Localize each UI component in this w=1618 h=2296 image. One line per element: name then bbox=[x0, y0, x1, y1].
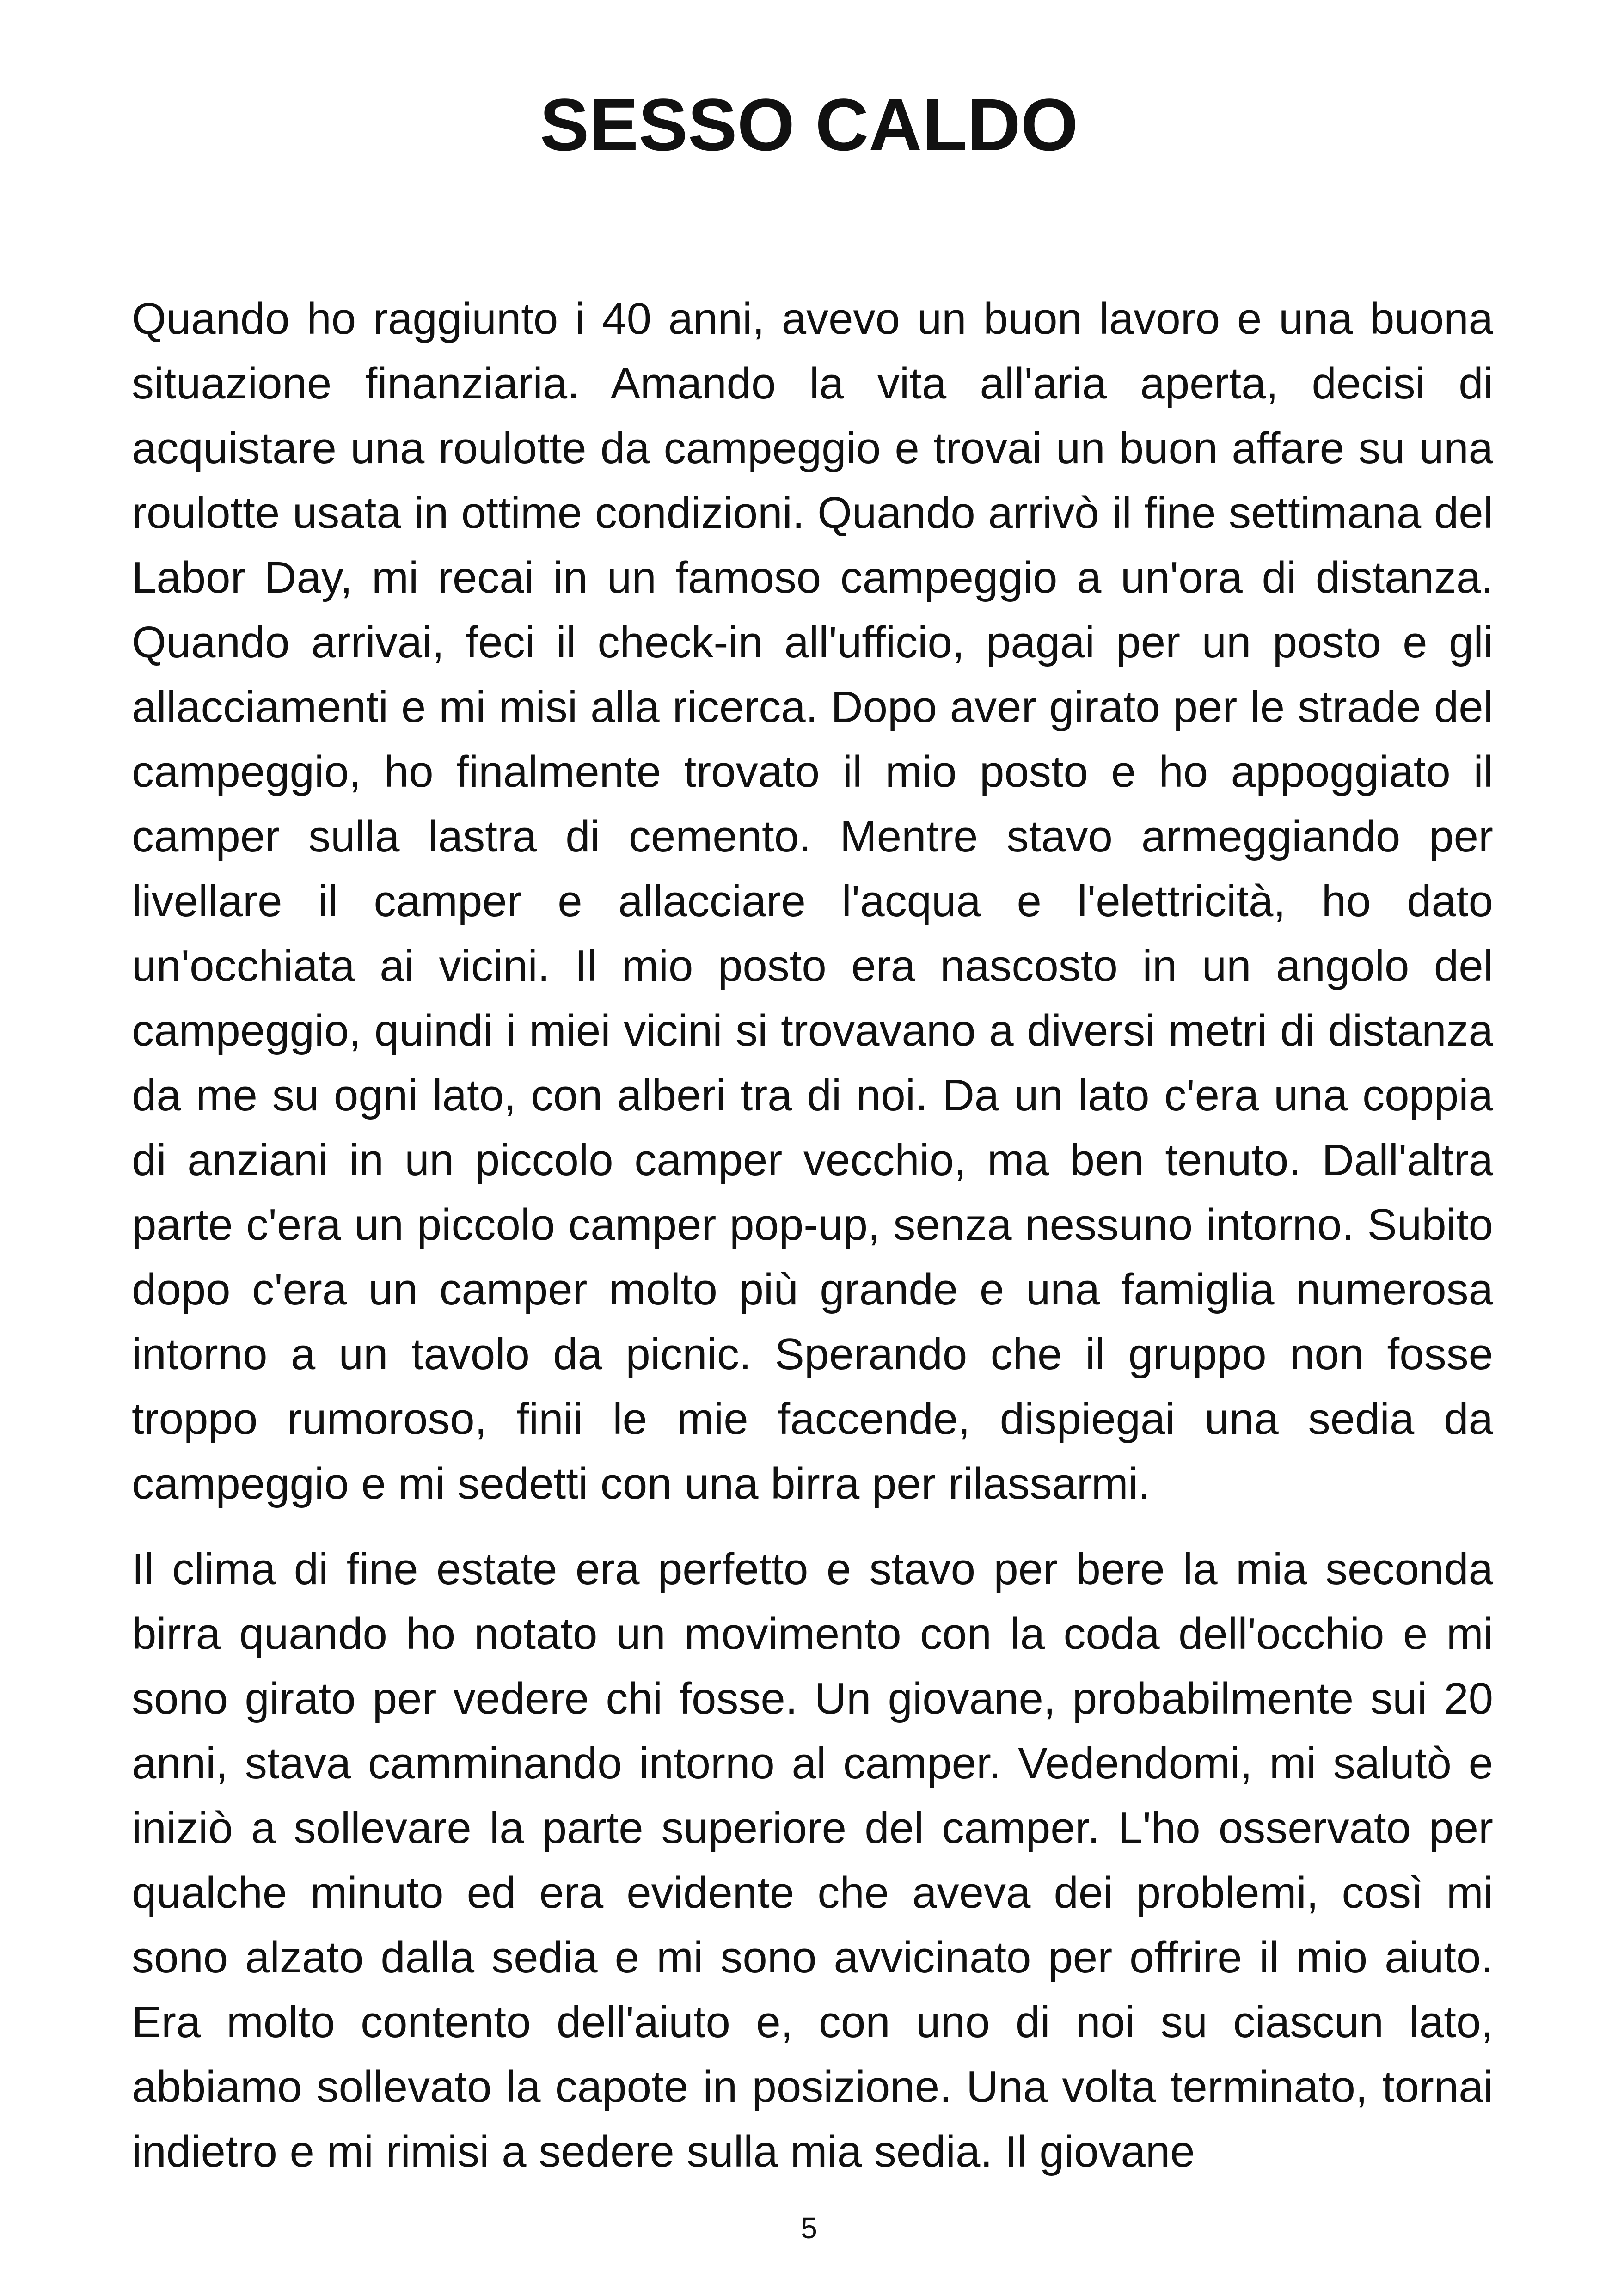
body-text bbox=[132, 287, 1493, 2184]
paragraph-1: Quando ho raggiunto i 40 anni, avevo un buon lavoro e una buona situazione finanziaria. Amando la vita all'aria aperta, decisi di acquistare una roulotte da campeggio e trovai un buon affare su una roulotte usata in ottime condizioni. Quando arrivò il fine settimana del Labor Day, mi recai in un famoso campeggio a un'ora di distanza. Quando arrivai, feci il check-in all'ufficio, pagai per un posto e gli allacciamenti e mi misi alla ricerca. Dopo aver girato per le strade del campeggio, ho finalmente trovato il mio posto e ho appoggiato il camper sulla lastra di cemento. Mentre stavo armeggiando per livellare il camper e allacciare l'acqua e l'elettricità, ho dato un'occhiata ai vicini. Il mio posto era nascosto in un angolo del campeggio, quindi i miei vicini si trovavano a diversi metri di distanza da me su ogni lato, con alberi tra di noi. Da un lato c'era una coppia di anziani in un piccolo camper vecchio, ma ben tenuto. Dall'altra parte c'era un piccolo camper pop-up, senza nessuno intorno. Subito dopo c'era un camper molto più grande e una famiglia numerosa intorno a un tavolo da picnic. Sperando che il gruppo non fosse troppo rumoroso, finii le mie faccende, dispiegai una sedia da campeggio e mi sedetti con una birra per rilassarmi. bbox=[132, 294, 1493, 1508]
page-title: SESSO CALDO bbox=[539, 83, 1079, 166]
page-number: 5 bbox=[801, 2211, 817, 2245]
paragraph-2: Il clima di fine estate era perfetto e stavo per bere la mia seconda birra quando ho notato un movimento con la coda dell'occhio e mi sono girato per vedere chi fosse. Un giovane, probabilmente sui 20 anni, stava camminando intorno al camper. Vedendomi, mi salutò e iniziò a sollevare la parte superiore del camper. L'ho osservato per qualche minuto ed era evidente che aveva dei problemi, così mi sono alzato dalla sedia e mi sono avvicinato per offrire il mio aiuto. Era molto contento dell'aiuto e, con uno di noi su ciascun lato, abbiamo sollevato la capote in posizione. Una volta terminato, tornai indietro e mi rimisi a sedere sulla mia sedia. Il giovane bbox=[132, 1544, 1493, 2176]
